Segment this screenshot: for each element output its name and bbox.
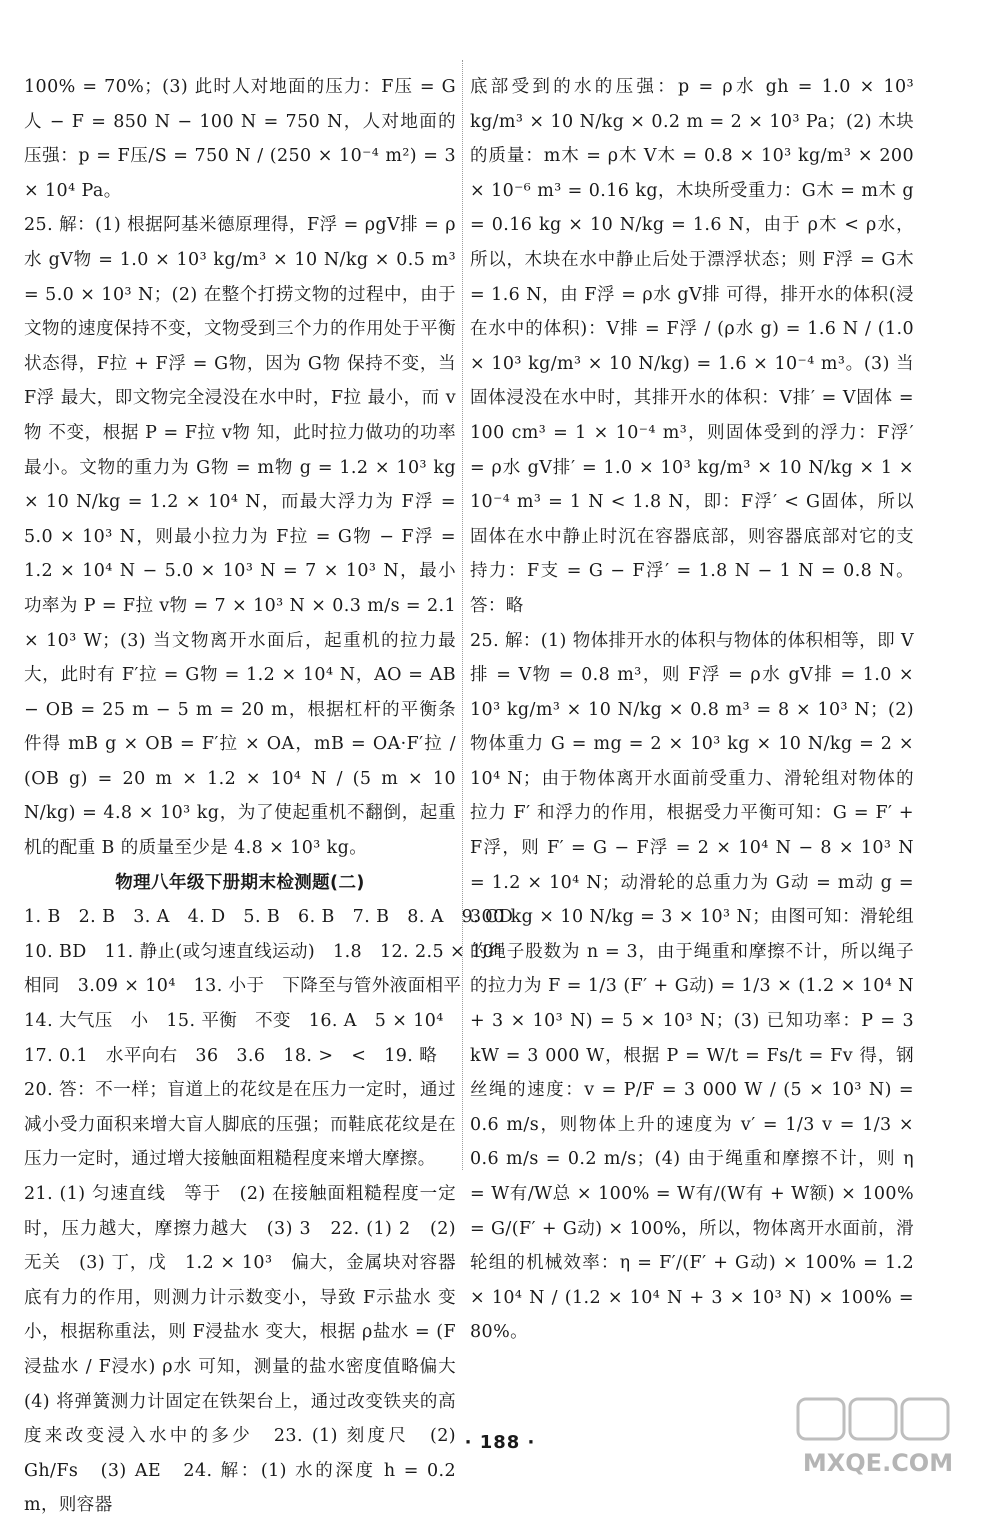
answer-line: 相同 3.09 × 10⁴ 13. 小于 下降至与管外液面相平 bbox=[24, 976, 462, 997]
answer-paragraph: 25. 解：(1) 物体排开水的体积与物体的体积相等，即 V排 = V物 = 0.8 m³，则 F浮 = ρ水 gV排 = 1.0 × 10³ kg/m³ × 10 N/kg × 0.8 m³ = 8 × 10³ N；(2) 物体重力 G = mg = 2 × 10³ kg × 10 N/kg = 2 × 10⁴ N；由于物体离开水面前受重力、滑轮组对物体的拉力 F′ 和浮力的作用，根据受力平衡可知：G = F′ + F浮，则 F′ = G − F浮 = 2 × 10⁴ N − 8 × 10³ N = 1.2 × 10⁴ N；动滑轮的总重力为 G动 = m动 g = 300 kg × 10 N/kg = 3 × 10³ N；由图可知：滑轮组的绳子股数为 n = 3，由于绳重和摩擦不计，所以绳子的拉力为 F = 1/3 (F′ + G动) = 1/3 × (1.2 × 10⁴ N + 3 × 10³ N) = 5 × 10³ N；(3) 已知功率：P = 3 kW = 3 000 W，根据 P = W/t = Fs/t = Fv 得，钢丝绳的速度：v = P/F = 3 000 W / (5 × 10³ N) = 0.6 m/s，则物体上升的速度为 v′ = 1/3 v = 1/3 × 0.6 m/s = 0.2 m/s；(4) 由于绳重和摩擦不计，则 η = W有/W总 × 100% = W有/(W有 + W额) × 100% = G/(F′ + G动) × 100%，所以，物体离开水面前，滑轮组的机械效率：η = F′/(F′ + G动) × 100% = 1.2 × 10⁴ N / (1.2 × 10⁴ N + 3 × 10³ N) × 100% = 80%。 bbox=[470, 630, 914, 1343]
answer-paragraph: 100% = 70%；(3) 此时人对地面的压力：F压 = G人 − F = 850 N − 100 N = 750 N，人对地面的压强：p = F压/S = 750 N / (250 × 10⁻⁴ m²) = 3 × 10⁴ Pa。 bbox=[24, 77, 456, 201]
column-divider bbox=[462, 60, 463, 1170]
section-title: 物理八年级下册期末检测题(二) bbox=[115, 872, 365, 893]
answer-line: 10. BD 11. 静止(或匀速直线运动) 1.8 12. 2.5 × 10⁸ bbox=[24, 941, 502, 962]
watermark-text: MXQE.COM bbox=[802, 1449, 954, 1477]
page-number: · 188 · bbox=[464, 1432, 536, 1453]
right-column bbox=[470, 70, 914, 1350]
answer-line: 1. B 2. B 3. A 4. D 5. B 6. B 7. B 8. A 9. CD bbox=[24, 907, 514, 928]
answer-paragraph: 21. (1) 匀速直线 等于 (2) 在接触面粗糙程度一定时，压力越大，摩擦力越大 (3) 3 22. (1) 2 (2) 无关 (3) 丁，戊 1.2 × 10³ 偏大，金属块对容器底有力的作用，则测力计示数变小，导致 F示盐水 变小，根据称重法，则 F浸盐水 变大，根据 ρ盐水 = (F浸盐水 / F浸水) ρ水 可知，测量的盐水密度值略偏大 (4) 将弹簧测力计固定在铁架台上，通过改变铁夹的高度来改变浸入水中的多少 23. (1) 刻度尺 (2) Gh/Fs (3) AE 24. 解：(1) 水的深度 h = 0.2 m，则容器 bbox=[24, 1184, 474, 1516]
answer-paragraph: 25. 解：(1) 根据阿基米德原理得，F浮 = ρgV排 = ρ水 gV物 = 1.0 × 10³ kg/m³ × 10 N/kg × 0.5 m³ = 5.0 × 10³ N；(2) 在整个打捞文物的过程中，由于文物的速度保持不变，文物受到三个力的作用处于平衡状态得，F拉 + F浮 = G物，因为 G物 保持不变，当 F浮 最大，即文物完全浸没在水中时，F拉 最小，而 v物 不变，根据 P = F拉 v物 知，此时拉力做功的功率最小。文物的重力为 G物 = m物 g = 1.2 × 10³ kg × 10 N/kg = 1.2 × 10⁴ N，而最大浮力为 F浮 = 5.0 × 10³ N，则最小拉力为 F拉 = G物 − F浮 = 1.2 × 10⁴ N − 5.0 × 10³ N = 7 × 10³ N，最小功率为 P = F拉 v物 = 7 × 10³ N × 0.3 m/s = 2.1 × 10³ W；(3) 当文物离开水面后，起重机的拉力最大，此时有 F′拉 = G物 = 1.2 × 10⁴ N，AO = AB − OB = 25 m − 5 m = 20 m，根据杠杆的平衡条件得 mB g × OB = F′拉 × OA，mB = OA·F′拉 / (OB g) = 20 m × 1.2 × 10⁴ N / (5 m × 10 N/kg) = 4.8 × 10³ kg，为了使起重机不翻倒，起重机的配重 B 的质量至少是 4.8 × 10³ kg。 bbox=[24, 215, 456, 859]
answer-line: 14. 大气压 小 15. 平衡 不变 16. A 5 × 10⁴ bbox=[24, 1011, 444, 1032]
answer-line: 17. 0.1 水平向右 36 3.6 18. > < 19. 略 bbox=[24, 1045, 438, 1066]
answer-paragraph: 20. 答：不一样；盲道上的花纹是在压力一定时，通过减小受力面积来增大盲人脚底的压强；而鞋底花纹是在压力一定时，通过增大接触面粗糙程度来增大摩擦。 bbox=[24, 1080, 456, 1170]
watermark-logo bbox=[758, 1395, 988, 1479]
answer-paragraph: 底部受到的水的压强：p = ρ水 gh = 1.0 × 10³ kg/m³ × 10 N/kg × 0.2 m = 2 × 10³ Pa；(2) 木块的质量：m木 = ρ木 V木 = 0.8 × 10³ kg/m³ × 200 × 10⁻⁶ m³ = 0.16 kg，木块所受重力：G木 = m木 g = 0.16 kg × 10 N/kg = 1.6 N，由于 ρ木 < ρ水，所以，木块在水中静止后处于漂浮状态；则 F浮 = G木 = 1.6 N，由 F浮 = ρ水 gV排 可得，排开水的体积(浸在水中的体积)：V排 = F浮 / (ρ水 g) = 1.6 N / (1.0 × 10³ kg/m³ × 10 N/kg) = 1.6 × 10⁻⁴ m³。(3) 当固体浸没在水中时，其排开水的体积：V排′ = V固体 = 100 cm³ = 1 × 10⁻⁴ m³，则固体受到的浮力：F浮′ = ρ水 gV排′ = 1.0 × 10³ kg/m³ × 10 N/kg × 1 × 10⁻⁴ m³ = 1 N < 1.8 N，即：F浮′ < G固体，所以固体在水中静止时沉在容器底部，则容器底部对它的支持力：F支 = G − F浮′ = 1.8 N − 1 N = 0.8 N。答：略 bbox=[470, 77, 914, 616]
